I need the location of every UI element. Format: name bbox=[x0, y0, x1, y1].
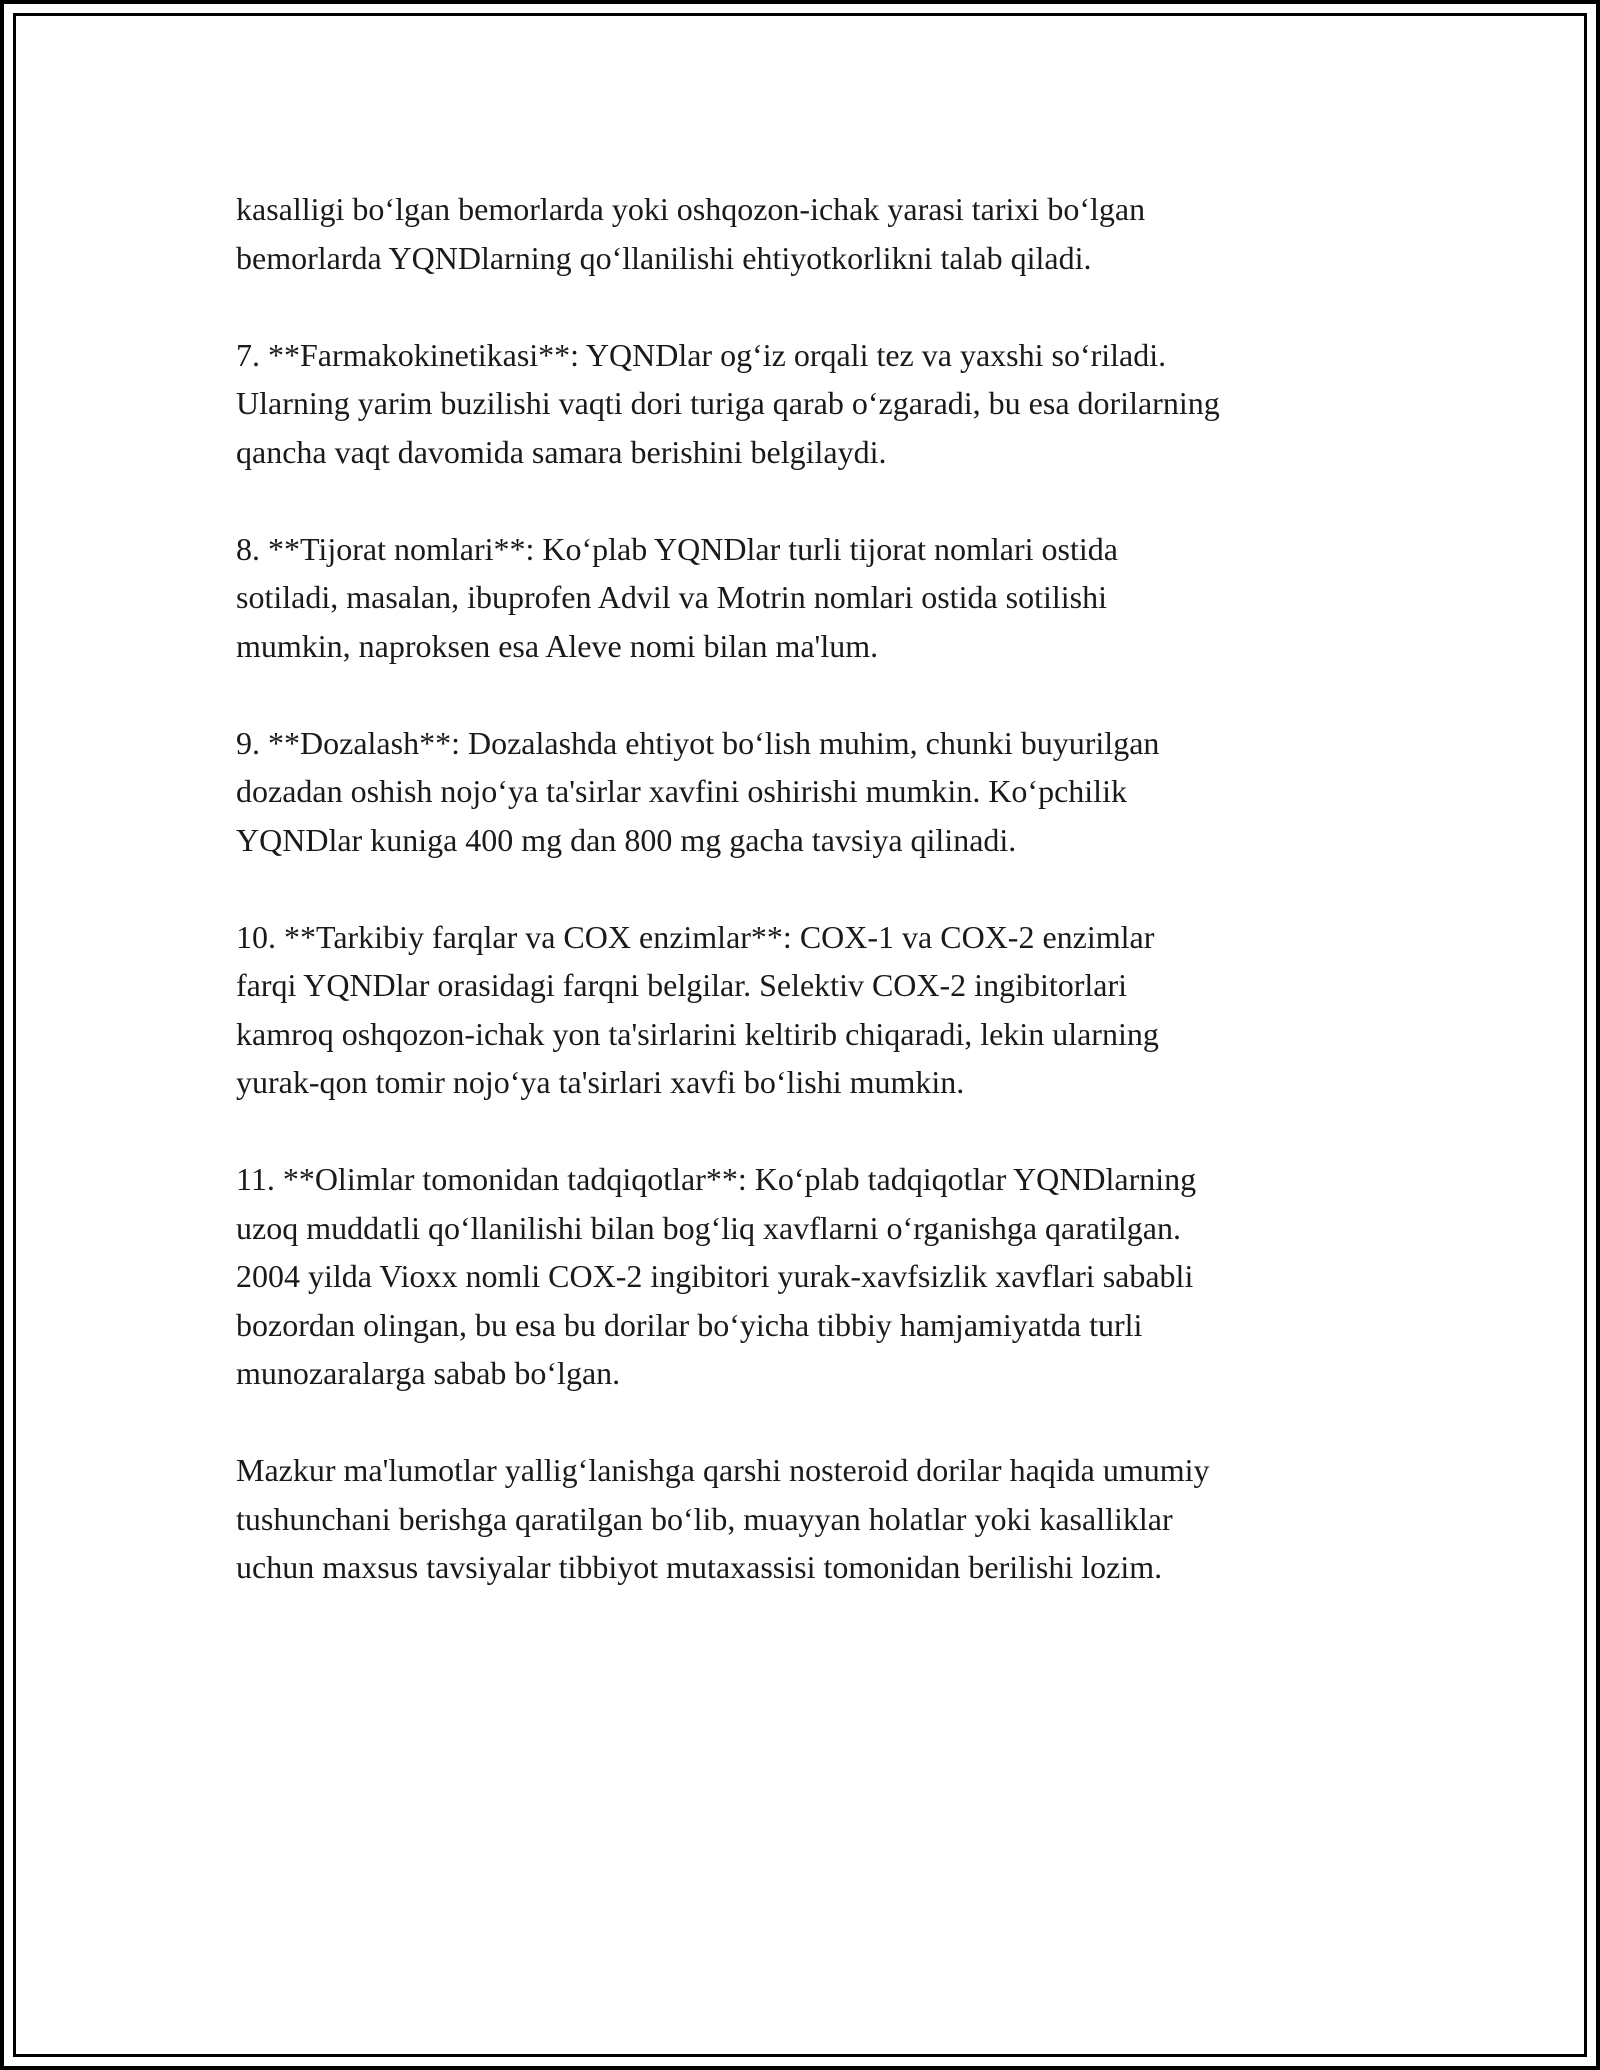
paragraph-item-7 bbox=[236, 331, 1376, 477]
paragraph-item-10 bbox=[236, 913, 1376, 1107]
text-line: munozaralarga sabab bo‘lgan. bbox=[236, 1355, 621, 1391]
text-line: Mazkur ma'lumotlar yallig‘lanishga qarshi nosteroid dorilar haqida umumiy bbox=[236, 1452, 1210, 1488]
text-line: qancha vaqt davomida samara berishini belgilaydi. bbox=[236, 433, 887, 470]
text-line: dozadan oshish nojo‘ya ta'sirlar xavfini oshirishi mumkin. Ko‘pchilik bbox=[236, 773, 1127, 809]
text-line: 11. **Olimlar tomonidan tadqiqotlar**: Ko‘plab tadqiqotlar YQNDlarning bbox=[236, 1161, 1197, 1197]
text-line: kamroq oshqozon-ichak yon ta'sirlarini keltirib chiqaradi, lekin ularning bbox=[236, 1015, 1159, 1052]
document-body bbox=[236, 185, 1376, 1640]
paragraph-conclusion bbox=[236, 1446, 1376, 1592]
text-line: 8. **Tijorat nomlari**: Ko‘plab YQNDlar turli tijorat nomlari ostida bbox=[236, 530, 1118, 567]
paragraph-item-9 bbox=[236, 719, 1376, 865]
text-line: sotiladi, masalan, ibuprofen Advil va Motrin nomlari ostida sotilishi bbox=[236, 579, 1108, 615]
paragraph-item-8 bbox=[236, 525, 1376, 671]
text-line: uchun maxsus tavsiyalar tibbiyot mutaxassisi tomonidan berilishi lozim. bbox=[236, 1549, 1163, 1585]
text-line: tushunchani berishga qaratilgan bo‘lib, muayyan holatlar yoki kasalliklar bbox=[236, 1500, 1173, 1537]
text-line: bemorlarda YQNDlarning qo‘llanilishi ehtiyotkorlikni talab qiladi. bbox=[236, 239, 1092, 276]
text-line: uzoq muddatli qo‘llanilishi bilan bog‘liq xavflarni o‘rganishga qaratilgan. bbox=[236, 1209, 1181, 1246]
text-line: 10. **Tarkibiy farqlar va COX enzimlar**: COX-1 va COX-2 enzimlar bbox=[236, 918, 1155, 955]
paragraph-continuation bbox=[236, 185, 1376, 282]
text-line: 7. **Farmakokinetikasi**: YQNDlar og‘iz orqali tez va yaxshi so‘riladi. bbox=[236, 336, 1167, 373]
text-line: yurak-qon tomir nojo‘ya ta'sirlari xavfi bo‘lishi mumkin. bbox=[236, 1064, 965, 1100]
text-line: mumkin, naproksen esa Aleve nomi bilan ma'lum. bbox=[236, 627, 879, 664]
paragraph-item-11 bbox=[236, 1155, 1376, 1398]
text-line: kasalligi bo‘lgan bemorlarda yoki oshqozon-ichak yarasi tarixi bo‘lgan bbox=[236, 191, 1146, 227]
text-line: farqi YQNDlar orasidagi farqni belgilar. Selektiv COX-2 ingibitorlari bbox=[236, 967, 1128, 1003]
text-line: 9. **Dozalash**: Dozalashda ehtiyot bo‘lish muhim, chunki buyurilgan bbox=[236, 724, 1160, 761]
text-line: Ularning yarim buzilishi vaqti dori turiga qarab o‘zgaradi, bu esa dorilarning bbox=[236, 385, 1220, 421]
text-line: 2004 yilda Vioxx nomli COX-2 ingibitori yurak-xavfsizlik xavflari sababli bbox=[236, 1258, 1194, 1294]
text-line: bozordan olingan, bu esa bu dorilar bo‘yicha tibbiy hamjamiyatda turli bbox=[236, 1306, 1143, 1343]
text-line: YQNDlar kuniga 400 mg dan 800 mg gacha tavsiya qilinadi. bbox=[236, 821, 1017, 858]
